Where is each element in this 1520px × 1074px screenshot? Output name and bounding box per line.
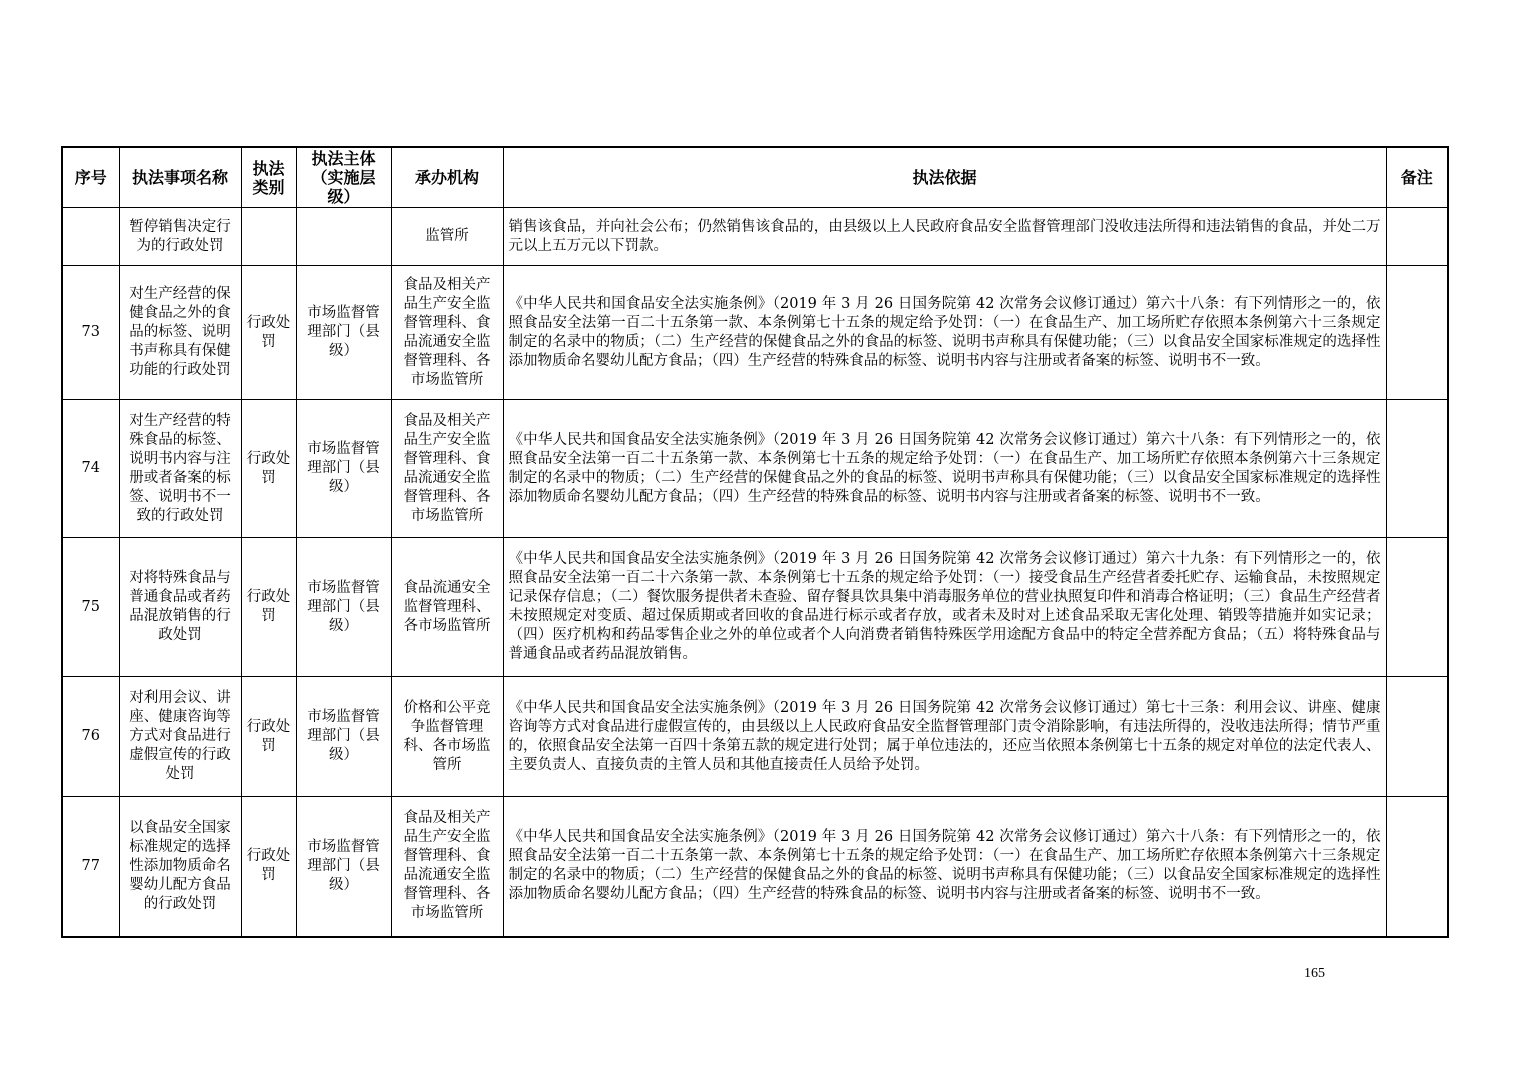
- page-number: 165: [1304, 966, 1325, 981]
- cell-basis: 《中华人民共和国食品安全法实施条例》（2019 年 3 月 26 日国务院第 42 次常务会议修订通过）第六十八条：有下列情形之一的，依照食品安全法第一百二十五条第一款、本条例第七十五条的规定给予处罚：（一）在食品生产、加工场所贮存依照本条例第六十三条规定制定的名录中的物质；（二）生产经营的保健食品之外的食品的标签、说明书声称具有保健功能；（三）以食品安全国家标准规定的选择性添加物质命名婴幼儿配方食品；（四）生产经营的特殊食品的标签、说明书内容与注册或者备案的标签、说明书不一致。: [503, 266, 1386, 400]
- header-basis: 执法依据: [503, 147, 1386, 208]
- cell-category: 行政处罚: [241, 797, 296, 937]
- cell-name: 以食品安全国家标准规定的选择性添加物质命名婴幼儿配方食品的行政处罚: [119, 797, 241, 937]
- cell-remark: [1386, 538, 1448, 677]
- cell-category: [241, 208, 296, 266]
- cell-org: 食品流通安全监督管理科、各市场监管所: [391, 538, 503, 677]
- enforcement-table: [61, 146, 1449, 938]
- cell-seq: 77: [62, 797, 119, 937]
- header-category: 执法类别: [241, 147, 296, 208]
- cell-subject: 市场监督管理部门（县级）: [296, 400, 391, 538]
- cell-org: 食品及相关产品生产安全监督管理科、食品流通安全监督管理科、各市场监管所: [391, 400, 503, 538]
- cell-seq: 74: [62, 400, 119, 538]
- cell-remark: [1386, 266, 1448, 400]
- cell-seq: [62, 208, 119, 266]
- cell-subject: 市场监督管理部门（县级）: [296, 677, 391, 797]
- table-row: [62, 797, 1448, 937]
- table-row: [62, 266, 1448, 400]
- cell-name: 对生产经营的特殊食品的标签、说明书内容与注册或者备案的标签、说明书不一致的行政处罚: [119, 400, 241, 538]
- cell-name: 对生产经营的保健食品之外的食品的标签、说明书声称具有保健功能的行政处罚: [119, 266, 241, 400]
- cell-seq: 75: [62, 538, 119, 677]
- header-seq: 序号: [62, 147, 119, 208]
- cell-name: 对利用会议、讲座、健康咨询等方式对食品进行虚假宣传的行政处罚: [119, 677, 241, 797]
- cell-basis: 《中华人民共和国食品安全法实施条例》（2019 年 3 月 26 日国务院第 42 次常务会议修订通过）第六十八条：有下列情形之一的，依照食品安全法第一百二十五条第一款、本条例第七十五条的规定给予处罚：（一）在食品生产、加工场所贮存依照本条例第六十三条规定制定的名录中的物质；（二）生产经营的保健食品之外的食品的标签、说明书声称具有保健功能；（三）以食品安全国家标准规定的选择性添加物质命名婴幼儿配方食品；（四）生产经营的特殊食品的标签、说明书内容与注册或者备案的标签、说明书不一致。: [503, 400, 1386, 538]
- cell-remark: [1386, 797, 1448, 937]
- cell-category: 行政处罚: [241, 400, 296, 538]
- table-row: [62, 677, 1448, 797]
- cell-subject: 市场监督管理部门（县级）: [296, 266, 391, 400]
- cell-org: 食品及相关产品生产安全监督管理科、食品流通安全监督管理科、各市场监管所: [391, 266, 503, 400]
- header-name: 执法事项名称: [119, 147, 241, 208]
- cell-basis: 《中华人民共和国食品安全法实施条例》（2019 年 3 月 26 日国务院第 42 次常务会议修订通过）第六十八条：有下列情形之一的，依照食品安全法第一百二十五条第一款、本条例第七十五条的规定给予处罚：（一）在食品生产、加工场所贮存依照本条例第六十三条规定制定的名录中的物质；（二）生产经营的保健食品之外的食品的标签、说明书声称具有保健功能；（三）以食品安全国家标准规定的选择性添加物质命名婴幼儿配方食品；（四）生产经营的特殊食品的标签、说明书内容与注册或者备案的标签、说明书不一致。: [503, 797, 1386, 937]
- cell-org: 监管所: [391, 208, 503, 266]
- table-row: [62, 538, 1448, 677]
- cell-category: 行政处罚: [241, 677, 296, 797]
- cell-org: 价格和公平竞争监督管理科、各市场监管所: [391, 677, 503, 797]
- cell-remark: [1386, 677, 1448, 797]
- cell-basis: 《中华人民共和国食品安全法实施条例》（2019 年 3 月 26 日国务院第 42 次常务会议修订通过）第六十九条：有下列情形之一的，依照食品安全法第一百二十六条第一款、本条例第七十五条的规定给予处罚：（一）接受食品生产经营者委托贮存、运输食品，未按照规定记录保存信息；（二）餐饮服务提供者未查验、留存餐具饮具集中消毒服务单位的营业执照复印件和消毒合格证明；（三）食品生产经营者未按照规定对变质、超过保质期或者回收的食品进行标示或者存放，或者未及时对上述食品采取无害化处理、销毁等措施并如实记录；（四）医疗机构和药品零售企业之外的单位或者个人向消费者销售特殊医学用途配方食品中的特定全营养配方食品；（五）将特殊食品与普通食品或者药品混放销售。: [503, 538, 1386, 677]
- header-subject: 执法主体（实施层级）: [296, 147, 391, 208]
- cell-seq: 73: [62, 266, 119, 400]
- header-row: [62, 147, 1448, 208]
- cell-remark: [1386, 208, 1448, 266]
- cell-seq: 76: [62, 677, 119, 797]
- cell-subject: 市场监督管理部门（县级）: [296, 797, 391, 937]
- cell-name: 暂停销售决定行为的行政处罚: [119, 208, 241, 266]
- cell-basis: 销售该食品，并向社会公布；仍然销售该食品的，由县级以上人民政府食品安全监督管理部门没收违法所得和违法销售的食品，并处二万元以上五万元以下罚款。: [503, 208, 1386, 266]
- table-row: [62, 400, 1448, 538]
- table-row-continuation: [62, 208, 1448, 266]
- cell-name: 对将特殊食品与普通食品或者药品混放销售的行政处罚: [119, 538, 241, 677]
- cell-org: 食品及相关产品生产安全监督管理科、食品流通安全监督管理科、各市场监管所: [391, 797, 503, 937]
- header-remark: 备注: [1386, 147, 1448, 208]
- cell-category: 行政处罚: [241, 538, 296, 677]
- header-org: 承办机构: [391, 147, 503, 208]
- cell-subject: [296, 208, 391, 266]
- cell-category: 行政处罚: [241, 266, 296, 400]
- cell-basis: 《中华人民共和国食品安全法实施条例》（2019 年 3 月 26 日国务院第 42 次常务会议修订通过）第七十三条：利用会议、讲座、健康咨询等方式对食品进行虚假宣传的，由县级以上人民政府食品安全监督管理部门责令消除影响，有违法所得的，没收违法所得；情节严重的，依照食品安全法第一百四十条第五款的规定进行处罚；属于单位违法的，还应当依照本条例第七十五条的规定对单位的法定代表人、主要负责人、直接负责的主管人员和其他直接责任人员给予处罚。: [503, 677, 1386, 797]
- cell-remark: [1386, 400, 1448, 538]
- cell-subject: 市场监督管理部门（县级）: [296, 538, 391, 677]
